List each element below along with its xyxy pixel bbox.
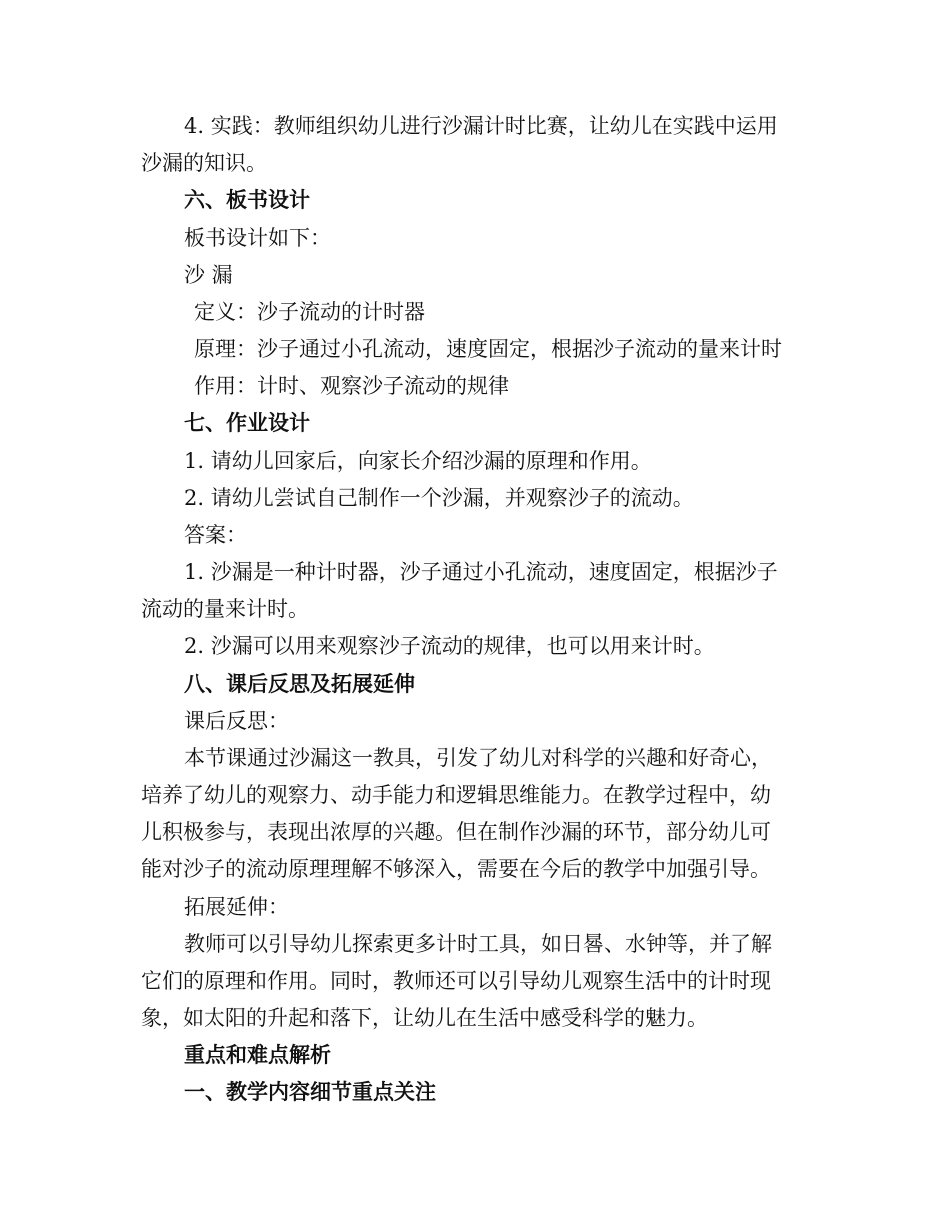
practice-line-2: 沙漏的知识。	[141, 151, 267, 175]
reflection-line-4: 能对沙子的流动原理理解不够深入，需要在今后的教学中加强引导。	[141, 857, 771, 881]
answer-1-line-2: 流动的量来计时。	[141, 597, 309, 621]
homework-item-1: 1. 请幼儿回家后，向家长介绍沙漏的原理和作用。	[184, 449, 652, 473]
extension-line-2: 它们的原理和作用。同时，教师还可以引导幼儿观察生活中的计时现	[141, 969, 771, 993]
section-heading-8: 八、课后反思及拓展延伸	[184, 672, 415, 696]
key-points-heading: 重点和难点解析	[184, 1043, 331, 1067]
extension-line-1: 教师可以引导幼儿探索更多计时工具，如日晷、水钟等，并了解	[184, 932, 772, 956]
reflection-line-2: 培养了幼儿的观察力、动手能力和逻辑思维能力。在教学过程中，幼	[141, 783, 771, 807]
answer-label: 答案：	[184, 523, 247, 547]
section-heading-7: 七、作业设计	[184, 411, 310, 435]
board-principle: 原理：沙子通过小孔流动，速度固定，根据沙子流动的量来计时	[194, 337, 782, 361]
section-heading-6: 六、板书设计	[184, 188, 310, 212]
practice-line-1: 4. 实践：教师组织幼儿进行沙漏计时比赛，让幼儿在实践中运用	[184, 114, 778, 138]
board-definition: 定义：沙子流动的计时器	[194, 300, 425, 324]
answer-1-line-1: 1. 沙漏是一种计时器，沙子通过小孔流动，速度固定，根据沙子	[184, 560, 778, 584]
homework-item-2: 2. 请幼儿尝试自己制作一个沙漏，并观察沙子的流动。	[184, 486, 694, 510]
reflection-line-1: 本节课通过沙漏这一教具，引发了幼儿对科学的兴趣和好奇心，	[184, 746, 772, 770]
board-title: 沙 漏	[184, 263, 233, 287]
section-heading-focus: 一、教学内容细节重点关注	[184, 1080, 436, 1104]
reflection-line-3: 儿积极参与，表现出浓厚的兴趣。但在制作沙漏的环节，部分幼儿可	[141, 820, 771, 844]
answer-2: 2. 沙漏可以用来观察沙子流动的规律，也可以用来计时。	[184, 634, 715, 658]
extension-label: 拓展延伸：	[184, 895, 289, 919]
board-intro: 板书设计如下：	[184, 226, 331, 250]
reflection-label: 课后反思：	[184, 709, 289, 733]
extension-line-3: 象，如太阳的升起和落下，让幼儿在生活中感受科学的魅力。	[141, 1006, 708, 1030]
board-function: 作用：计时、观察沙子流动的规律	[194, 374, 509, 398]
